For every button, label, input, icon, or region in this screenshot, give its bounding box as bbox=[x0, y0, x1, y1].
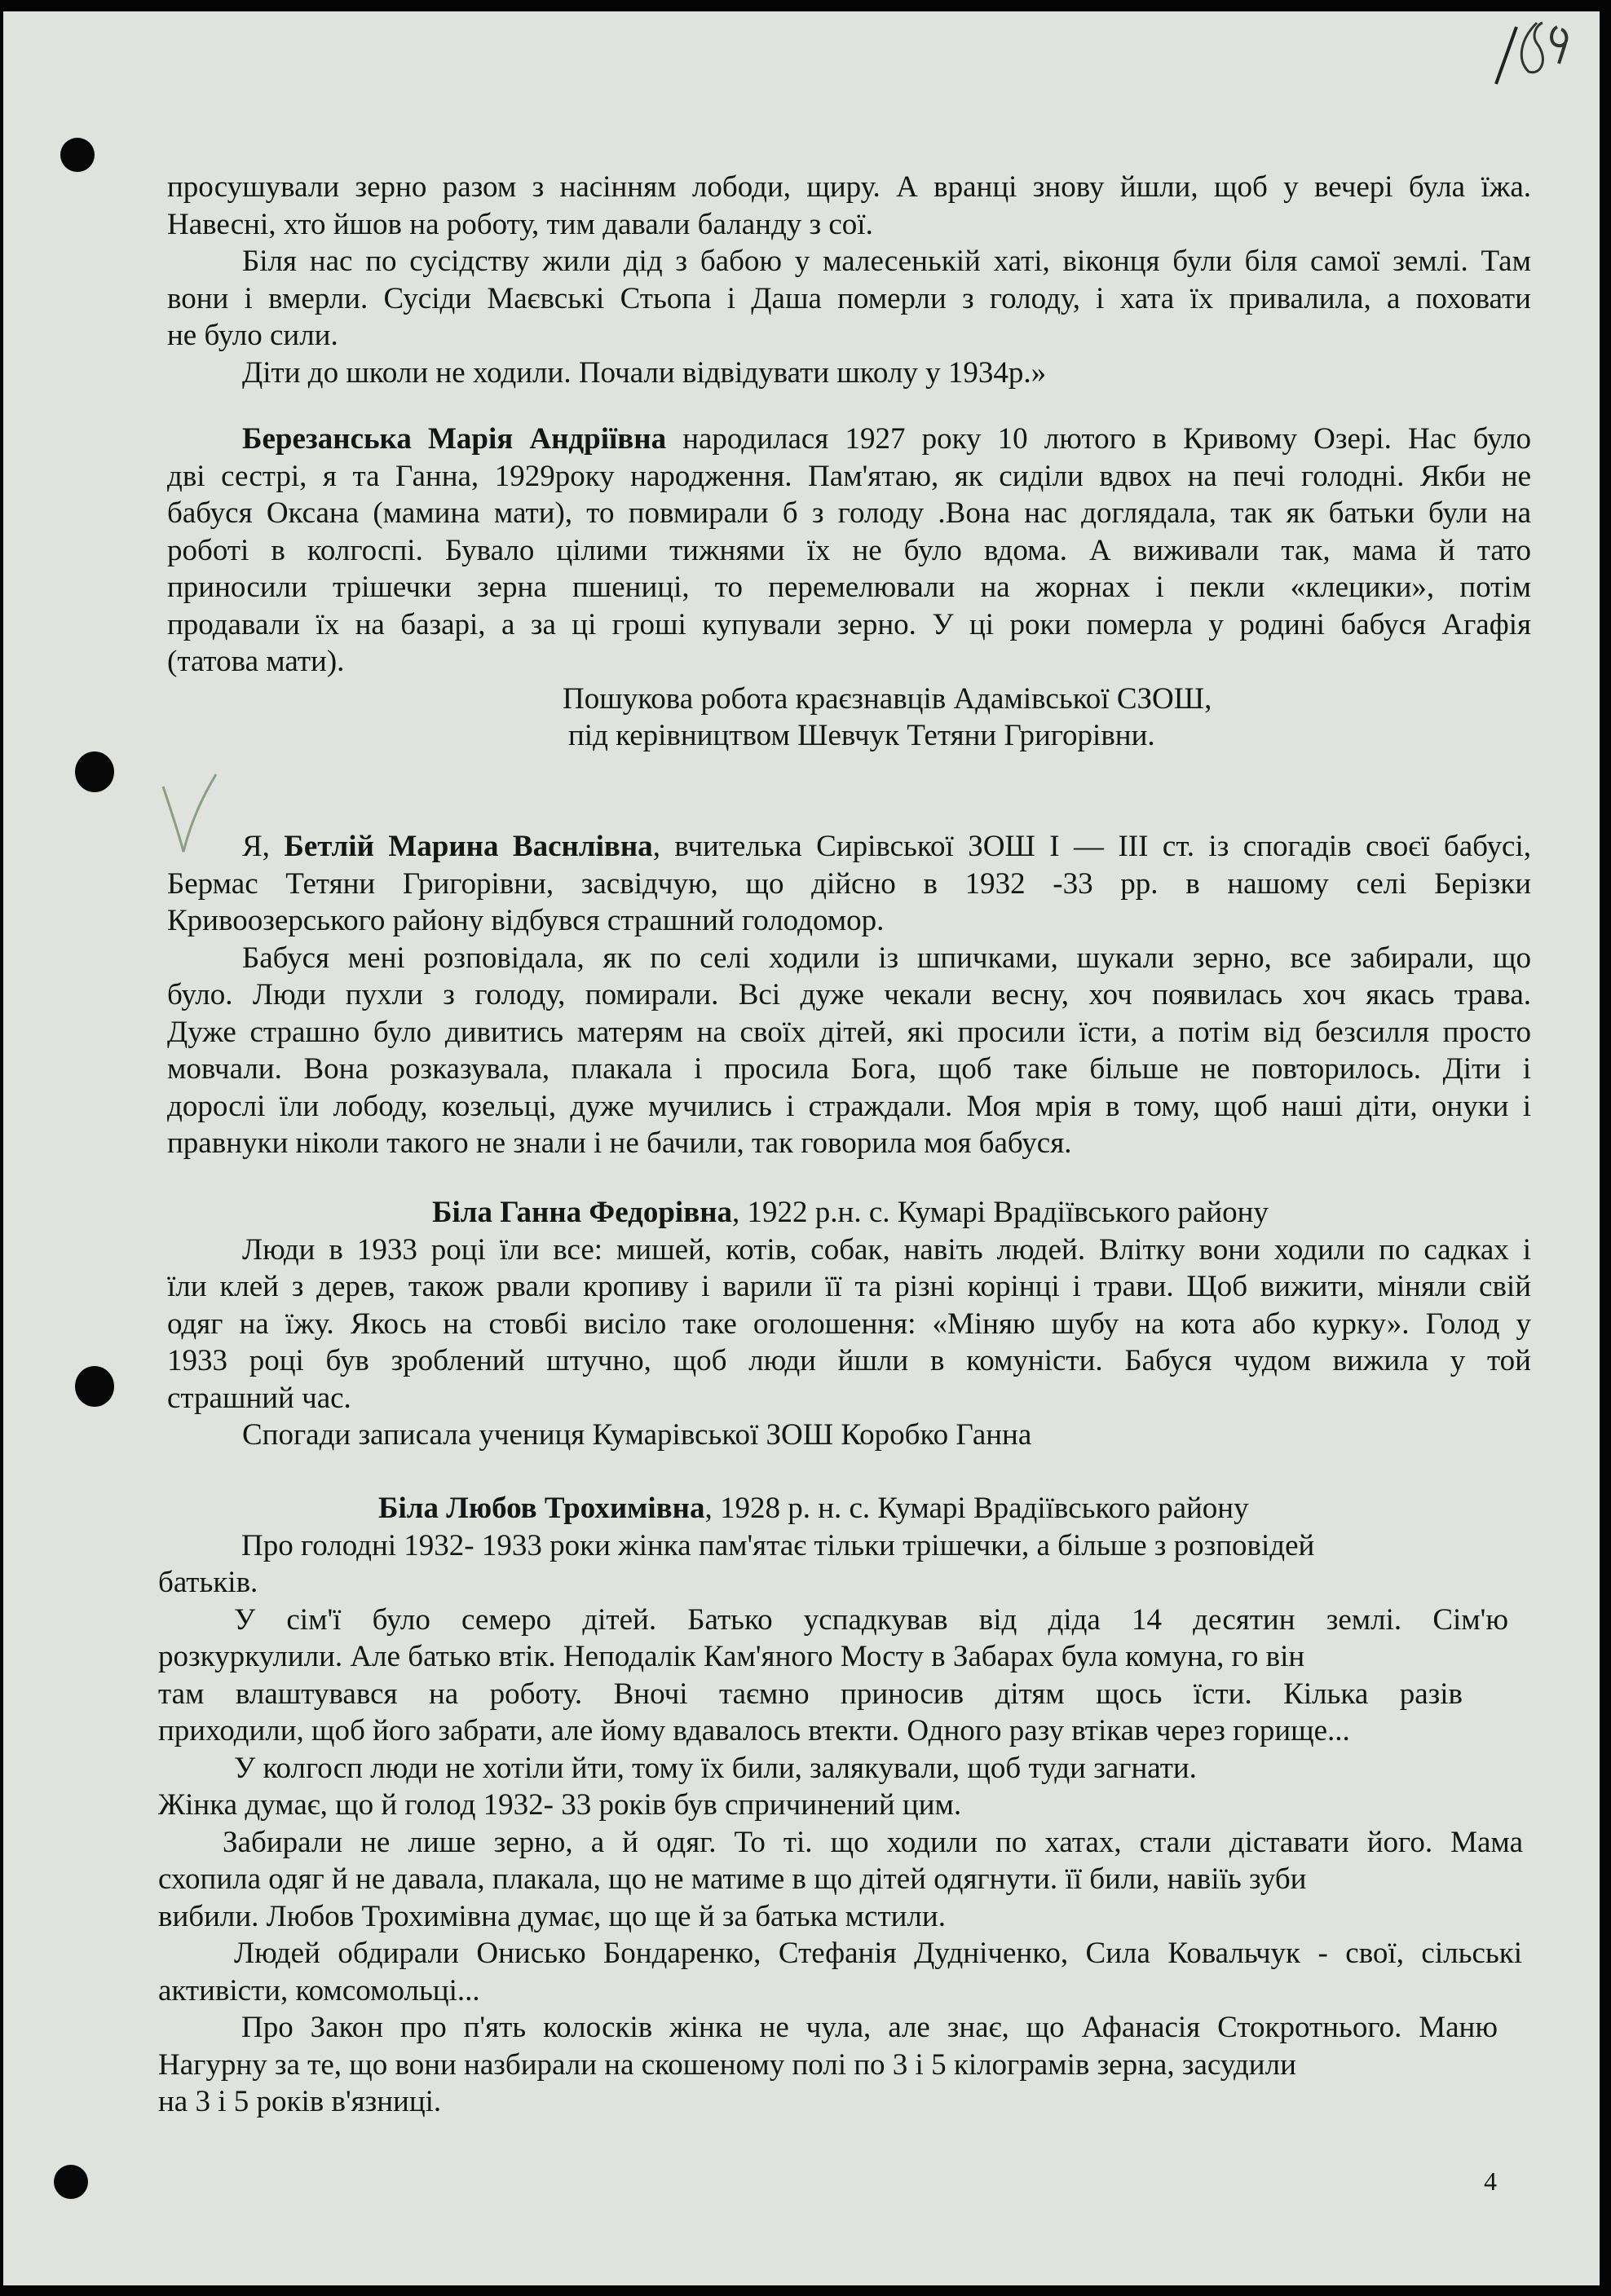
text-line: одяг на їжу. Якось на стовбі висіло таке оголошення: «Міняю шубу на кота або курку». Голод у bbox=[167, 1307, 1531, 1341]
text-line: там влаштувався на роботу. Вночі таємно приносив дітям щось їсти. Кілька разів bbox=[158, 1677, 1463, 1711]
text-line: приходили, щоб його забрати, але йому вдавалось втекти. Одного разу втікав через горище... bbox=[158, 1714, 1350, 1747]
signature-line: під керівництвом Шевчук Тетяни Григорівни. bbox=[568, 719, 1155, 752]
text-line: У колгосп люди не хотіли йти, тому їх били, залякували, щоб туди загнати. bbox=[234, 1751, 1197, 1785]
text-line: Кривоозерського району відбувся страшний голодомор. bbox=[167, 904, 885, 937]
section-berezanska bbox=[167, 421, 1531, 755]
text-line: (татова мати). bbox=[167, 645, 345, 678]
text-line: активісти, комсомольці... bbox=[158, 1973, 480, 2007]
section-continuation bbox=[167, 169, 1531, 391]
text-line bbox=[167, 828, 1531, 866]
text-line: Спогади записала учениця Кумарівської ЗОШ Коробко Ганна bbox=[242, 1418, 1032, 1452]
section-bila-liubov bbox=[158, 1490, 1544, 2121]
section-bila-hanna bbox=[167, 1194, 1531, 1454]
text-span: Я, bbox=[242, 830, 285, 863]
text-line bbox=[167, 421, 1531, 458]
text-line: Біля нас по сусідству жили дід з бабою у малесенькій хаті, віконця були біля самої землі. Там bbox=[242, 245, 1531, 278]
text-line: було. Люди пухли з голоду, помирали. Всі дуже чекали весну, хоч появилась хоч якась трава. bbox=[167, 978, 1531, 1011]
handwritten-page-number bbox=[1492, 15, 1582, 88]
text-line: Дуже страшно було дивитись матерям на своїх дітей, які просили їсти, а потім від безсилля просто bbox=[167, 1015, 1531, 1049]
person-name: Бетлій Марина Васнлівна bbox=[284, 830, 653, 863]
text-line: на 3 і 5 років в'язниці. bbox=[158, 2085, 442, 2118]
text-line: просушували зерно разом з насінням лободи, щиру. А вранці знову йшли, щоб у вечері була їжа. bbox=[167, 170, 1531, 204]
signature-line: Пошукова робота краєзнавців Адамівської СЗОШ, bbox=[563, 681, 1212, 716]
text-line: Діти до школи не ходили. Почали відвідувати школу у 1934р.» bbox=[242, 355, 1047, 390]
text-line: правнуки ніколи такого не знали і не бачили, так говорила моя бабуся. bbox=[167, 1126, 1072, 1160]
person-name: Біла Любов Трохимівна bbox=[378, 1492, 705, 1525]
text-line: Бермас Тетяни Григорівни, засвідчую, що дійсно в 1932 -33 рр. в нашому селі Берізки bbox=[167, 866, 1531, 901]
text-line: розкуркулили. Але батько втік. Неподалік Кам'яного Мосту в Забарах була комуна, го він bbox=[158, 1640, 1305, 1673]
text-line: 1933 році був зроблений штучно, щоб люди йшли в комуністи. Бабуся чудом вижила у той bbox=[167, 1344, 1531, 1377]
text-line: Людей обдирали Онисько Бондаренко, Стефанія Дудніченко, Сила Ковальчук - свої, сільські bbox=[234, 1937, 1522, 1970]
text-line: Про голодні 1932- 1933 роки жінка пам'ятає тільки трішечки, а більше з розповідей bbox=[241, 1528, 1315, 1562]
section-heading bbox=[158, 1490, 1544, 1527]
text-line: мовчали. Вона розказувала, плакала і просила Бога, щоб таке більше не повторилось. Діти і bbox=[167, 1052, 1531, 1086]
text-line: Жінка думає, що й голод 1932- 33 років був спричинений цим. bbox=[158, 1788, 962, 1822]
punch-hole-icon bbox=[75, 751, 114, 792]
text-span: , вчителька Сирівської ЗОШ І — ІІІ ст. із спогадів своєї бабусі, bbox=[652, 830, 1531, 863]
text-line: Бабуся мені розповідала, як по селі ходили із шпичками, шукали зерно, все забирали, що bbox=[242, 941, 1531, 975]
text-line: бабуся Оксана (мамина мати), то повмирали б з голоду .Вона нас доглядала, так як батьки були на bbox=[167, 496, 1531, 530]
text-line: їли клей з дерев, також рвали кропиву і варили її та різні корінці і трави. Щоб вижити, міняли свій bbox=[167, 1270, 1531, 1303]
punch-hole-icon bbox=[60, 138, 95, 172]
text-line: Про Закон про п'ять колосків жінка не чула, але знає, що Афанасія Стокротнього. Маню bbox=[241, 2011, 1498, 2044]
text-span: народилася 1927 року 10 лютого в Кривому Озері. Нас було bbox=[666, 422, 1531, 456]
person-name: Березанська Марія Андріївна bbox=[242, 422, 667, 456]
page-number: 4 bbox=[1484, 2166, 1497, 2196]
text-line: Люди в 1933 році їли все: мишей, котів, собак, навіть людей. Влітку вони ходили по садках і bbox=[242, 1232, 1531, 1267]
text-line: продавали їх на базарі, а за ці гроші купували зерно. У ці роки померла у родині бабуся Агафія bbox=[167, 607, 1531, 641]
text-span: , 1922 р.н. с. Кумарі Врадіївського району bbox=[732, 1196, 1269, 1229]
text-line: не було сили. bbox=[167, 319, 338, 352]
text-line: роботі в колгоспі. Бувало цілими тижнями їх не було вдома. А виживали так, мама й тато bbox=[167, 533, 1531, 567]
text-line: страшний час. bbox=[167, 1381, 351, 1415]
person-name: Біла Ганна Федорівна bbox=[432, 1196, 733, 1229]
text-span: , 1928 р. н. с. Кумарі Врадіївського району bbox=[704, 1492, 1249, 1525]
text-line: батьків. bbox=[158, 1566, 258, 1599]
punch-hole-icon bbox=[75, 1366, 114, 1407]
text-line: дорослі їли лободу, козельці, дуже мучились і страждали. Моя мрія в тому, щоб наші діти, онуки і bbox=[167, 1089, 1531, 1123]
text-line: дві сестрі, я та Ганна, 1929року народження. Пам'ятаю, як сиділи вдвох на печі голодні. Якби не bbox=[167, 459, 1531, 493]
text-line: приносили трішечки зерна пшениці, то перемелювали на жорнах і пекли «клецики», потім bbox=[167, 571, 1531, 604]
section-betlii bbox=[167, 828, 1531, 1162]
text-line: схопила одяг й не давала, плакала, що не матиме в що дітей одягнути. її били, навіїь зуби bbox=[158, 1862, 1307, 1896]
text-line: У сім'ї було семеро дітей. Батько успадкував від діда 14 десятин землі. Сім'ю bbox=[234, 1602, 1508, 1637]
text-line: вибили. Любов Трохимівна думає, що ще й за батька мстили. bbox=[158, 1899, 946, 1933]
text-line: Забирали не лише зерно, а й одяг. То ті. що ходили по хатах, стали діставати його. Мама bbox=[223, 1825, 1523, 1859]
text-line: Навесні, хто йшов на роботу, тим давали баланду з сої. bbox=[167, 207, 873, 241]
text-line: Нагурну за те, що вони назбирали на скошеному полі по 3 і 5 кілограмів зерна, засудили bbox=[158, 2047, 1296, 2082]
punch-hole-icon bbox=[54, 2165, 88, 2199]
text-line: вони і вмерли. Сусіди Маєвські Стьопа і Даша померли з голоду, і хата їх привалила, а поховати bbox=[167, 281, 1531, 315]
section-heading bbox=[167, 1194, 1531, 1232]
